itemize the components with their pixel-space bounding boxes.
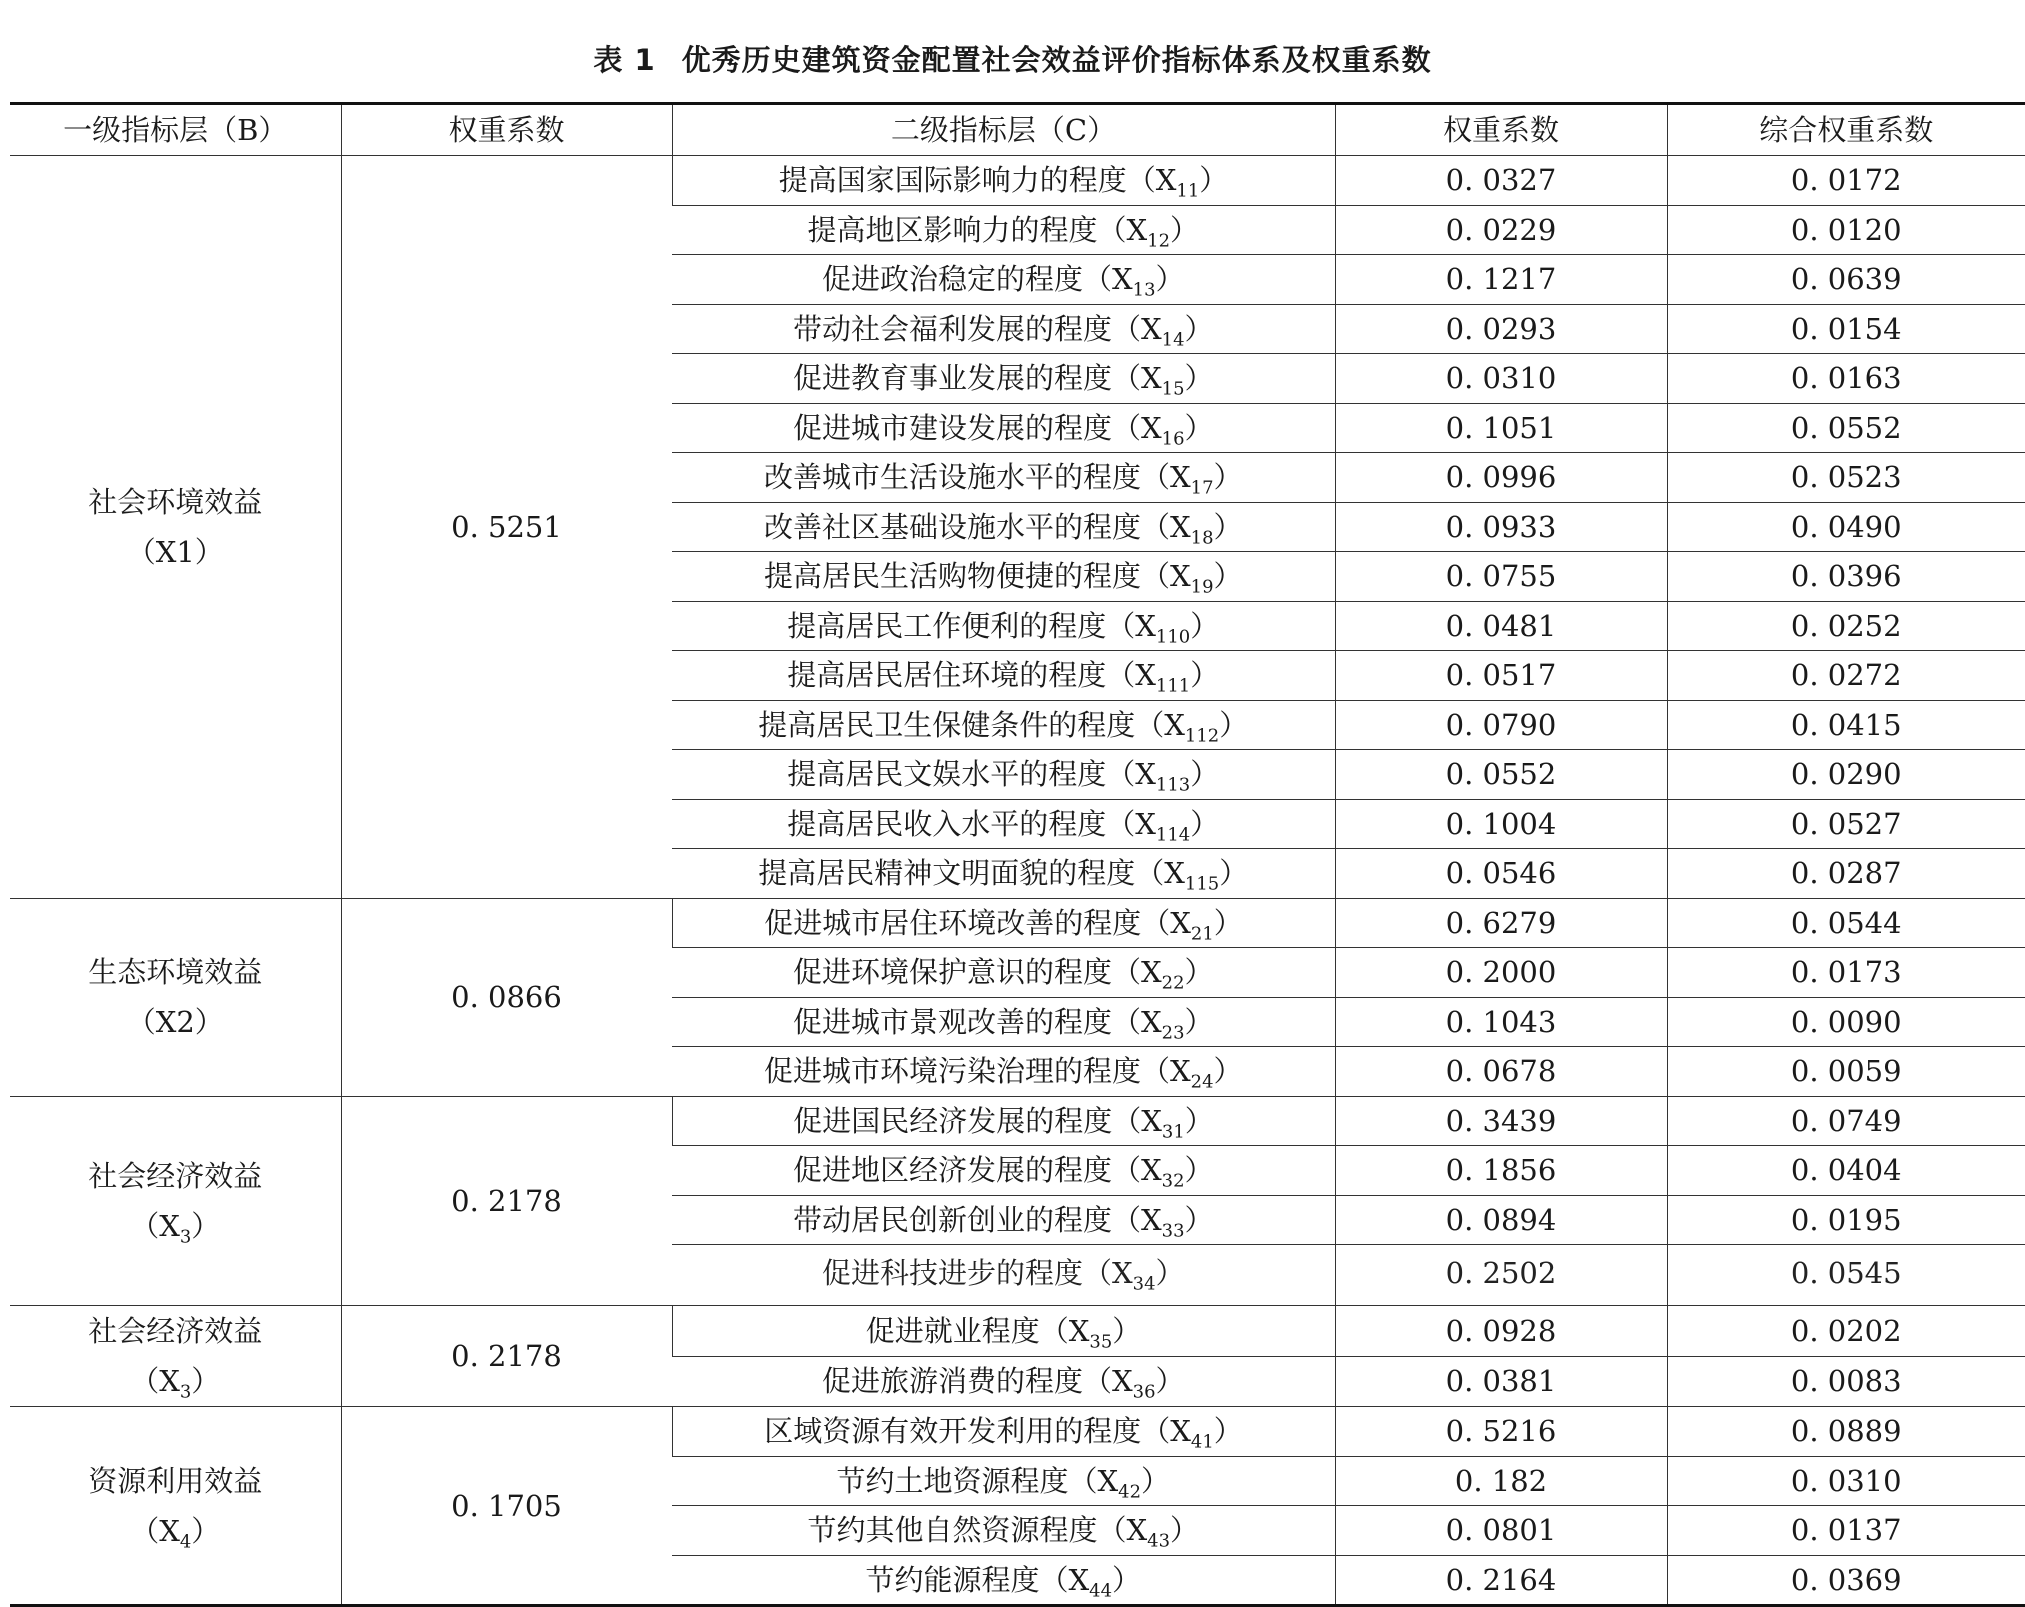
level2-weight-value: 0. 0546 [1445,856,1557,891]
table-row [10,1096,2025,1146]
level2-weight-value: 0. 0678 [1445,1054,1557,1089]
level2-indicator-subscript: 11 [1176,180,1200,202]
level2-indicator-subscript: 114 [1155,824,1191,846]
combined-weight-value: 0. 0523 [1790,460,1902,495]
level2-weight-cell [1335,1047,1667,1097]
combined-weight-cell [1667,552,2025,602]
level1-weight-cell: 0. 2178 [341,1096,672,1306]
combined-weight-value: 0. 0163 [1790,361,1902,396]
combined-weight-value: 0. 0527 [1790,806,1902,841]
caption-number: 表 1 [593,43,656,77]
level2-indicator-cell [672,997,1335,1047]
level1-indicator-code [10,997,341,1047]
level2-weight-value: 0. 0801 [1445,1513,1557,1548]
level2-weight-value: 0. 1043 [1445,1004,1557,1039]
combined-weight-value: 0. 0889 [1790,1414,1902,1449]
level2-indicator-subscript: 43 [1147,1530,1171,1552]
header-combined-weight: 综合权重系数 [1667,104,2025,156]
level1-indicator-name: 社会经济效益 [88,1158,263,1193]
combined-weight-value: 0. 0120 [1790,212,1902,247]
level1-code-text: （X [130,1513,180,1548]
level2-indicator-subscript: 24 [1190,1071,1214,1093]
level2-indicator-cell [672,601,1335,651]
level1-indicator-cell [10,1407,341,1606]
level2-weight-cell [1335,1306,1667,1357]
level2-indicator-cell [672,1456,1335,1506]
level2-indicator-subscript: 110 [1155,626,1191,648]
level1-indicator-cell [10,1096,341,1306]
level2-indicator-text: 提高居民精神文明面貌的程度$(X_{115})$ [758,856,1249,895]
level2-indicator-label: 改善城市生活设施水平的程度 [763,460,1141,495]
combined-weight-value: 0. 0272 [1790,658,1902,693]
table-body [10,156,2025,1606]
level2-weight-value: 0. 1004 [1445,806,1557,841]
level2-indicator-subscript: 36 [1132,1381,1156,1403]
combined-weight-cell [1667,354,2025,404]
table-row [10,156,2025,206]
level1-code-text: （X1） [126,534,224,569]
level2-indicator-cell [672,651,1335,701]
level2-indicator-subscript: 23 [1161,1022,1185,1044]
combined-weight-cell [1667,304,2025,354]
level2-weight-value: 0. 182 [1454,1463,1548,1498]
level1-indicator-code [10,527,341,577]
level2-weight-cell [1335,1146,1667,1196]
level2-indicator-cell [672,403,1335,453]
combined-weight-cell [1667,1456,2025,1506]
combined-weight-cell [1667,1306,2025,1357]
header-level2: 二级指标层（C） [672,104,1335,156]
level2-weight-cell [1335,403,1667,453]
level2-weight-value: 0. 1856 [1445,1153,1557,1188]
combined-weight-cell [1667,1407,2025,1457]
combined-weight-cell [1667,1195,2025,1245]
level2-indicator-label: 促进教育事业发展的程度 [792,361,1112,396]
combined-weight-cell [1667,453,2025,503]
level2-weight-cell [1335,1356,1667,1407]
level1-indicator-name: 资源利用效益 [88,1463,263,1498]
combined-weight-cell [1667,1047,2025,1097]
level1-indicator-name: 社会环境效益 [88,484,263,519]
level2-indicator-text: 提高居民工作便利的程度$(X_{110})$ [787,608,1220,648]
level2-weight-value: 0. 0790 [1445,707,1557,742]
level1-indicator-name: 生态环境效益 [88,955,263,989]
level2-weight-cell [1335,1456,1667,1506]
combined-weight-cell [1667,403,2025,453]
level2-weight-value: 0. 2164 [1445,1562,1557,1597]
level2-weight-value: 0. 0996 [1445,460,1557,495]
level2-weight-cell [1335,700,1667,750]
table-row [10,1407,2025,1457]
level2-indicator-subscript: 111 [1155,675,1191,697]
level2-indicator-cell [672,156,1335,206]
level2-weight-cell [1335,1245,1667,1306]
level2-indicator-cell [672,1195,1335,1245]
level2-weight-value: 0. 3439 [1445,1103,1557,1138]
level2-indicator-subscript: 35 [1089,1331,1113,1353]
level2-weight-cell [1335,898,1667,948]
level2-weight-value: 0. 0894 [1445,1202,1557,1237]
level2-indicator-cell [672,354,1335,404]
level2-indicator-label: 提高居民精神文明面貌的程度 [758,856,1136,891]
combined-weight-cell [1667,651,2025,701]
combined-weight-value: 0. 0544 [1790,905,1902,940]
combined-weight-cell [1667,898,2025,948]
level2-weight-cell [1335,156,1667,206]
level2-indicator-text: 促进就业程度$(X_{35})$ [865,1313,1142,1353]
level2-indicator-label: 区域资源有效开发利用的程度 [764,1414,1142,1449]
level2-indicator-text: 促进旅游消费的程度$(X_{36})$ [821,1364,1185,1403]
level2-weight-cell [1335,651,1667,701]
level2-weight-cell [1335,1555,1667,1606]
combined-weight-cell [1667,750,2025,800]
level2-indicator-text: 改善城市生活设施水平的程度$(X_{17})$ [763,460,1243,499]
level2-indicator-subscript: 12 [1147,230,1171,252]
level2-indicator-cell [672,453,1335,503]
combined-weight-value: 0. 0137 [1790,1513,1902,1548]
combined-weight-cell [1667,948,2025,998]
level2-indicator-label: 促进科技进步的程度 [821,1256,1083,1290]
combined-weight-cell [1667,255,2025,305]
level2-indicator-subscript: 22 [1161,972,1185,994]
header-level2-weight: 权重系数 [1335,104,1667,156]
level1-weight-cell: 0. 1705 [341,1407,672,1606]
combined-weight-value: 0. 0396 [1790,559,1902,594]
level2-weight-value: 0. 1217 [1445,262,1557,297]
combined-weight-value: 0. 0369 [1790,1562,1902,1597]
level2-weight-value: 0. 0755 [1445,559,1557,594]
combined-weight-value: 0. 0545 [1790,1256,1902,1290]
level2-indicator-text: 提高居民文娱水平的程度$(X_{113})$ [787,757,1220,796]
level2-indicator-cell [672,799,1335,849]
combined-weight-value: 0. 0083 [1790,1364,1902,1399]
level2-indicator-cell [672,700,1335,750]
level2-indicator-subscript: 14 [1161,329,1185,351]
level2-weight-cell [1335,1407,1667,1457]
level2-weight-value: 0. 0933 [1445,509,1557,544]
level2-indicator-label: 带动社会福利发展的程度 [792,311,1112,346]
combined-weight-cell [1667,849,2025,899]
level2-indicator-label: 节约能源程度 [865,1562,1040,1597]
combined-weight-cell [1667,601,2025,651]
level2-indicator-label: 提高居民居住环境的程度 [787,658,1107,693]
level2-weight-value: 0. 5216 [1445,1414,1557,1449]
level1-indicator-name: 社会经济效益 [88,1314,263,1348]
level1-code-subscript: 4 [179,1530,192,1552]
level2-indicator-text: 带动社会福利发展的程度$(X_{14})$ [792,311,1214,351]
level2-indicator-text: 提高国家国际影响力的程度$(X_{11})$ [778,163,1229,202]
level1-code-subscript: 3 [179,1381,192,1403]
level2-indicator-label: 节约其他自然资源程度 [807,1513,1098,1548]
level2-weight-cell [1335,1096,1667,1146]
level2-weight-cell [1335,502,1667,552]
level2-weight-cell [1335,1506,1667,1556]
level1-code-end: ） [191,1364,221,1398]
combined-weight-cell [1667,1356,2025,1407]
header-level1-weight: 权重系数 [341,104,672,156]
level2-indicator-subscript: 16 [1161,428,1185,450]
combined-weight-value: 0. 0310 [1790,1463,1902,1498]
level2-indicator-cell [672,948,1335,998]
level2-indicator-subscript: 113 [1155,774,1191,796]
header-row [10,104,2025,156]
combined-weight-cell [1667,1506,2025,1556]
combined-weight-value: 0. 0290 [1790,757,1902,792]
combined-weight-cell [1667,700,2025,750]
level2-indicator-cell [672,1506,1335,1556]
level1-code-subscript: 3 [179,1226,192,1248]
level1-weight-cell: 0. 2178 [341,1306,672,1407]
level2-indicator-subscript: 21 [1190,923,1214,945]
level2-indicator-label: 促进旅游消费的程度 [821,1364,1083,1399]
combined-weight-value: 0. 0090 [1790,1004,1902,1039]
level2-indicator-label: 提高地区影响力的程度 [807,212,1098,247]
level2-weight-value: 0. 6279 [1445,905,1557,940]
level2-weight-value: 0. 1051 [1445,410,1557,445]
level2-indicator-cell [672,552,1335,602]
level2-indicator-label: 提高国家国际影响力的程度 [778,163,1127,198]
combined-weight-value: 0. 0059 [1790,1054,1902,1089]
level2-indicator-label: 促进地区经济发展的程度 [792,1153,1112,1188]
level2-indicator-cell [672,1407,1335,1457]
level2-weight-value: 0. 0310 [1445,361,1557,396]
combined-weight-value: 0. 0639 [1790,262,1902,297]
level2-indicator-text: 促进城市建设发展的程度$(X_{16})$ [792,410,1214,450]
level2-indicator-label: 促进城市居住环境改善的程度 [764,905,1142,940]
level2-indicator-text: 促进城市居住环境改善的程度$(X_{21})$ [764,905,1243,945]
combined-weight-value: 0. 0195 [1790,1202,1902,1237]
level2-weight-cell [1335,601,1667,651]
level1-weight-cell: 0. 5251 [341,156,672,899]
header-level1: 一级指标层（B） [10,104,341,156]
combined-weight-value: 0. 0287 [1790,856,1902,891]
combined-weight-value: 0. 0202 [1790,1313,1902,1348]
level2-indicator-label: 改善社区基础设施水平的程度 [763,509,1141,544]
combined-weight-cell [1667,502,2025,552]
level1-indicator-cell [10,898,341,1096]
level2-indicator-cell [672,1245,1335,1306]
level2-indicator-cell [672,1096,1335,1146]
level2-indicator-cell [672,502,1335,552]
level2-indicator-text: 促进地区经济发展的程度$(X_{32})$ [792,1153,1214,1192]
level2-indicator-cell [672,1146,1335,1196]
level2-indicator-cell [672,898,1335,948]
combined-weight-cell [1667,1245,2025,1306]
level2-indicator-text: 促进国民经济发展的程度$(X_{31})$ [793,1103,1214,1143]
level2-indicator-subscript: 17 [1190,477,1214,499]
level2-indicator-text: 提高居民卫生保健条件的程度$(X_{112})$ [758,707,1249,747]
level2-weight-cell [1335,799,1667,849]
caption-title: 优秀历史建筑资金配置社会效益评价指标体系及权重系数 [681,43,1432,77]
level2-weight-cell [1335,255,1667,305]
combined-weight-value: 0. 0154 [1790,311,1902,346]
level2-weight-value: 0. 0229 [1445,212,1557,247]
level2-indicator-subscript: 32 [1161,1170,1185,1192]
level2-indicator-subscript: 41 [1190,1431,1214,1453]
level2-indicator-subscript: 18 [1190,527,1214,549]
level2-weight-value: 0. 0481 [1445,608,1557,643]
level2-weight-value: 0. 0517 [1445,658,1557,693]
level2-indicator-text: 提高地区影响力的程度$(X_{12})$ [807,212,1200,252]
level2-weight-value: 0. 2000 [1445,955,1557,990]
level2-weight-value: 0. 0293 [1445,311,1557,346]
combined-weight-cell [1667,156,2025,206]
level2-indicator-text: 节约土地资源程度$(X_{42})$ [836,1463,1171,1503]
level2-indicator-text: 提高居民居住环境的程度$(X_{111})$ [787,658,1220,697]
level1-code-text: （X [130,1364,180,1398]
level2-indicator-text: 促进环境保护意识的程度$(X_{22})$ [792,955,1214,994]
level2-weight-cell [1335,453,1667,503]
combined-weight-value: 0. 0415 [1790,707,1902,742]
level1-indicator-code [10,1201,341,1251]
level2-weight-value: 0. 0928 [1445,1313,1557,1348]
level2-indicator-text: 提高居民收入水平的程度$(X_{114})$ [787,806,1220,846]
combined-weight-cell [1667,799,2025,849]
level2-indicator-label: 提高居民工作便利的程度 [787,608,1107,643]
level2-indicator-label: 带动居民创新创业的程度 [792,1202,1112,1237]
level2-indicator-label: 提高居民收入水平的程度 [787,806,1107,841]
level2-indicator-subscript: 34 [1132,1273,1156,1295]
level2-indicator-label: 促进城市景观改善的程度 [792,1004,1112,1039]
level2-weight-cell [1335,354,1667,404]
level2-indicator-text: 促进城市环境污染治理的程度$(X_{24})$ [763,1054,1243,1093]
table-header [10,104,2025,156]
level2-indicator-subscript: 112 [1184,725,1220,747]
level2-indicator-label: 促进国民经济发展的程度 [793,1103,1113,1138]
level2-indicator-text: 改善社区基础设施水平的程度$(X_{18})$ [763,509,1243,549]
level2-indicator-subscript: 31 [1161,1121,1185,1143]
table-caption [0,38,2025,79]
level2-indicator-label: 提高居民卫生保健条件的程度 [758,707,1136,742]
level2-indicator-text: 促进城市景观改善的程度$(X_{23})$ [792,1004,1214,1044]
combined-weight-value: 0. 0404 [1790,1153,1902,1188]
level2-weight-cell [1335,1195,1667,1245]
level1-code-text: （X [130,1208,180,1243]
indicator-table [10,102,2025,1607]
level2-indicator-text: 节约能源程度$(X_{44})$ [865,1562,1142,1602]
level1-code-end: ） [191,1513,221,1548]
level2-indicator-cell [672,750,1335,800]
level1-code-end: ） [191,1208,221,1243]
level2-indicator-label: 促进城市环境污染治理的程度 [763,1054,1141,1089]
level2-indicator-subscript: 42 [1118,1481,1142,1503]
combined-weight-cell [1667,1555,2025,1606]
level1-indicator-cell [10,156,341,899]
level2-weight-value: 0. 2502 [1445,1256,1557,1290]
combined-weight-value: 0. 0172 [1790,163,1902,198]
level2-indicator-cell [672,1356,1335,1407]
combined-weight-cell [1667,205,2025,255]
level2-indicator-text: 促进科技进步的程度$(X_{34})$ [821,1256,1185,1295]
level2-indicator-label: 促进环境保护意识的程度 [792,955,1112,990]
level2-indicator-cell [672,1047,1335,1097]
table-row [10,1306,2025,1357]
level2-indicator-cell [672,849,1335,899]
level2-indicator-label: 促进城市建设发展的程度 [792,410,1112,445]
level1-indicator-cell [10,1306,341,1407]
level2-weight-value: 0. 0327 [1445,163,1557,198]
level2-weight-cell [1335,849,1667,899]
combined-weight-value: 0. 0552 [1790,410,1902,445]
level1-indicator-code [10,1356,341,1406]
level2-indicator-label: 提高居民生活购物便捷的程度 [763,559,1141,594]
level2-indicator-text: 节约其他自然资源程度$(X_{43})$ [807,1513,1200,1552]
level2-indicator-text: 区域资源有效开发利用的程度$(X_{41})$ [764,1414,1243,1453]
level2-weight-cell [1335,205,1667,255]
level2-indicator-label: 促进就业程度 [865,1313,1040,1348]
level2-indicator-label: 促进政治稳定的程度 [821,262,1083,297]
level2-weight-cell [1335,948,1667,998]
level2-indicator-text: 带动居民创新创业的程度$(X_{33})$ [792,1202,1214,1242]
level2-indicator-subscript: 19 [1190,576,1214,598]
level2-indicator-cell [672,1555,1335,1606]
level2-indicator-text: 促进政治稳定的程度$(X_{13})$ [821,262,1185,301]
level2-weight-cell [1335,304,1667,354]
combined-weight-value: 0. 0252 [1790,608,1902,643]
level2-indicator-subscript: 44 [1089,1580,1113,1602]
combined-weight-cell [1667,997,2025,1047]
level2-weight-value: 0. 0381 [1445,1364,1557,1399]
level2-indicator-label: 提高居民文娱水平的程度 [787,757,1107,792]
combined-weight-value: 0. 0749 [1790,1103,1902,1138]
level2-indicator-cell [672,304,1335,354]
level2-weight-cell [1335,997,1667,1047]
level2-indicator-subscript: 15 [1161,378,1185,400]
level1-indicator-code [10,1506,341,1556]
table-row [10,898,2025,948]
level2-indicator-label: 节约土地资源程度 [836,1463,1069,1498]
level2-indicator-cell [672,1306,1335,1357]
level1-code-text: （X2） [126,1005,224,1039]
level1-weight-cell: 0. 0866 [341,898,672,1096]
level2-weight-cell [1335,750,1667,800]
combined-weight-value: 0. 0173 [1790,955,1902,990]
combined-weight-cell [1667,1096,2025,1146]
level2-indicator-subscript: 33 [1161,1220,1185,1242]
level2-indicator-subscript: 13 [1132,279,1156,301]
combined-weight-value: 0. 0490 [1790,509,1902,544]
combined-weight-cell [1667,1146,2025,1196]
level2-weight-value: 0. 0552 [1445,757,1557,792]
level2-indicator-cell [672,205,1335,255]
level2-indicator-text: 促进教育事业发展的程度$(X_{15})$ [792,361,1214,400]
level2-indicator-cell [672,255,1335,305]
level2-weight-cell [1335,552,1667,602]
level2-indicator-text: 提高居民生活购物便捷的程度$(X_{19})$ [763,559,1243,598]
level2-indicator-subscript: 115 [1184,873,1220,895]
